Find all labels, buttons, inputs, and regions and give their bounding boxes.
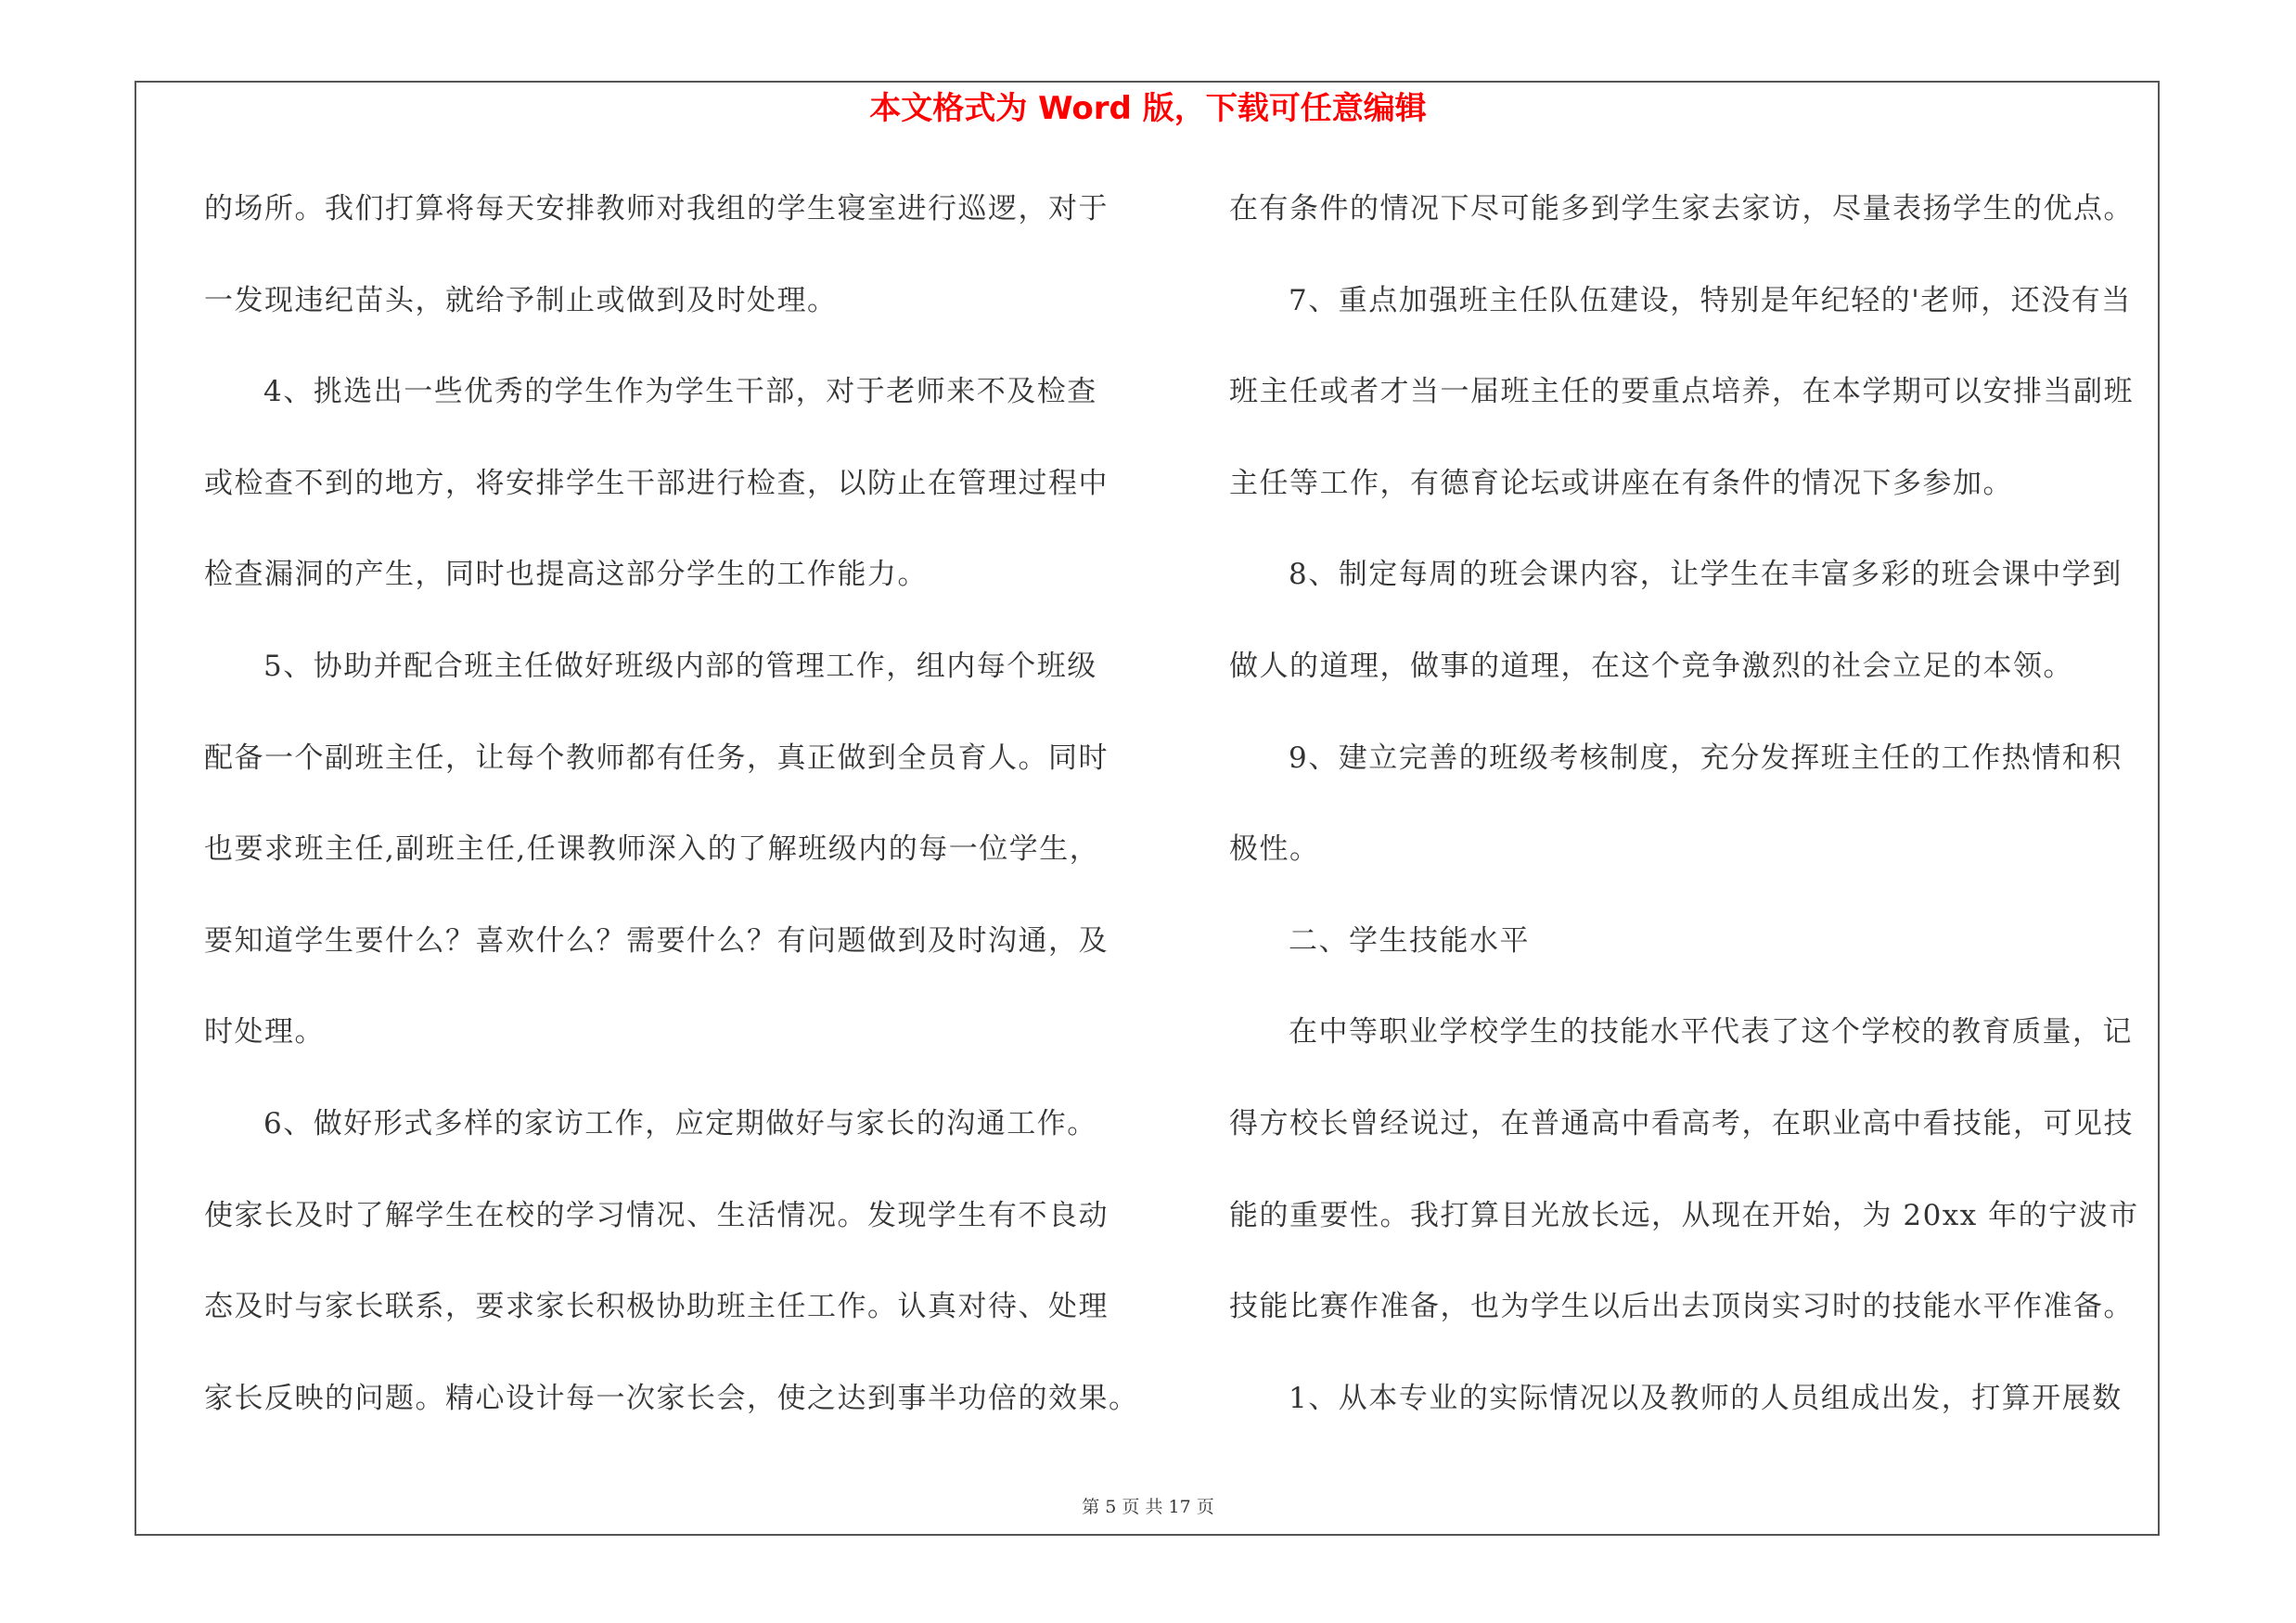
text-line: 态及时与家长联系，要求家长积极协助班主任工作。认真对待、处理	[204, 1290, 1109, 1324]
text-line: 8、制定每周的班会课内容，让学生在丰富多彩的班会课中学到	[1289, 558, 2123, 592]
text-line: 一发现违纪苗头，就给予制止或做到及时处理。	[204, 283, 838, 317]
text-line: 或检查不到的地方，将安排学生干部进行检查，以防止在管理过程中	[204, 466, 1109, 500]
text-line: 1、从本专业的实际情况以及教师的人员组成出发，打算开展数	[1289, 1381, 2123, 1415]
text-line: 在有条件的情况下尽可能多到学生家去家访，尽量表扬学生的优点。	[1229, 192, 2134, 225]
text-line: 得方校长曾经说过，在普通高中看高考，在职业高中看技能，可见技	[1229, 1106, 2134, 1140]
text-line: 家长反映的问题。精心设计每一次家长会，使之达到事半功倍的效果。	[204, 1381, 1139, 1415]
text-line: 检查漏洞的产生，同时也提高这部分学生的工作能力。	[204, 558, 928, 592]
text-line: 技能比赛作准备，也为学生以后出去顶岗实习时的技能水平作准备。	[1229, 1290, 2134, 1324]
text-line: 7、重点加强班主任队伍建设，特别是年纪轻的'老师，还没有当	[1289, 283, 2132, 317]
text-line: 也要求班主任,副班主任,任课教师深入的了解班级内的每一位学生，	[204, 832, 1100, 867]
text-line: 6、做好形式多样的家访工作，应定期做好与家长的沟通工作。	[263, 1106, 1097, 1140]
text-line: 主任等工作，有德育论坛或讲座在有条件的情况下多参加。	[1229, 466, 2013, 500]
text-line: 做人的道理，做事的道理，在这个竞争激烈的社会立足的本领。	[1229, 649, 2073, 683]
text-line: 配备一个副班主任，让每个教师都有任务，真正做到全员育人。同时	[204, 741, 1109, 775]
text-line: 要知道学生要什么？喜欢什么？需要什么？有问题做到及时沟通，及	[204, 923, 1109, 958]
left-text-column	[204, 163, 1139, 1444]
text-line: 能的重要性。我打算目光放长远，从现在开始，为 20xx 年的宁波市	[1229, 1198, 2139, 1232]
text-line: 5、协助并配合班主任做好班级内部的管理工作，组内每个班级	[263, 649, 1097, 683]
text-line: 的场所。我们打算将每天安排教师对我组的学生寝室进行巡逻，对于	[204, 192, 1109, 225]
text-line: 班主任或者才当一届班主任的要重点培养，在本学期可以安排当副班	[1229, 375, 2134, 409]
right-text-column	[1229, 163, 2157, 1444]
format-notice-banner: 本文格式为 Word 版，下载可任意编辑	[869, 90, 1427, 127]
text-line: 使家长及时了解学生在校的学习情况、生活情况。发现学生有不良动	[204, 1198, 1109, 1232]
text-line: 4、挑选出一些优秀的学生作为学生干部，对于老师来不及检查	[263, 375, 1097, 409]
section-heading: 二、学生技能水平	[1289, 923, 1530, 958]
text-line: 极性。	[1229, 832, 1320, 867]
text-line: 在中等职业学校学生的技能水平代表了这个学校的教育质量，记	[1289, 1015, 2133, 1050]
text-line: 9、建立完善的班级考核制度，充分发挥班主任的工作热情和积	[1289, 741, 2123, 775]
page-number-footer: 第 5 页 共 17 页	[1082, 1497, 1214, 1517]
text-line: 时处理。	[204, 1015, 325, 1050]
